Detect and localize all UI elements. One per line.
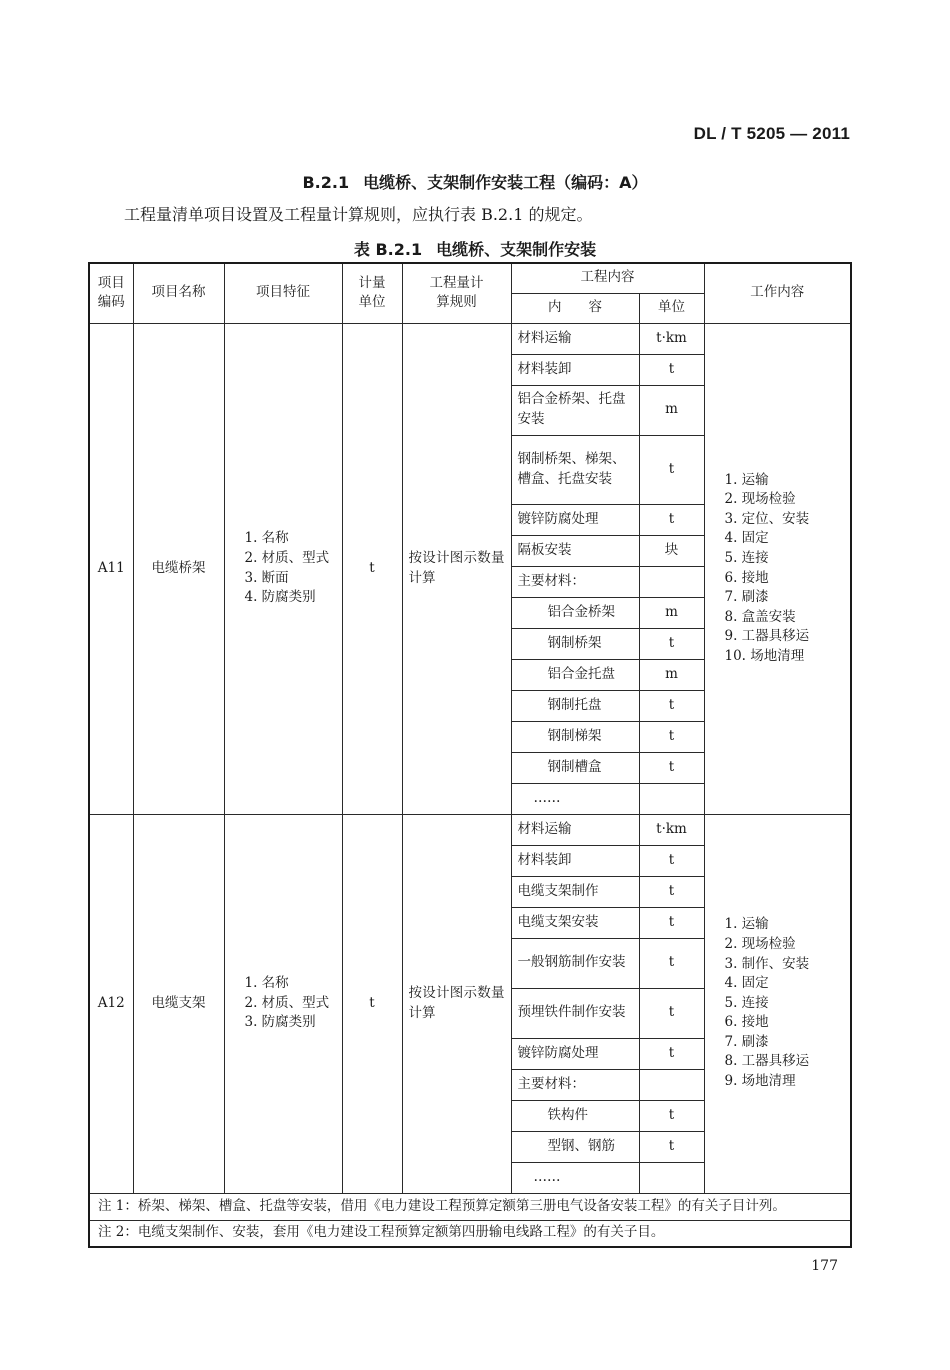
header-unit: 计量单位: [342, 263, 402, 323]
work-line: 4. 固定: [724, 975, 769, 992]
work-line: 7. 刷漆: [724, 589, 769, 606]
section-title: [0, 170, 950, 193]
work-line: 1. 运输: [724, 916, 769, 933]
content-unit: t: [639, 876, 704, 907]
feature-line: 3. 断面: [244, 569, 289, 586]
feature-line: 1. 名称: [244, 530, 289, 547]
section-title-text: 电缆桥、支架制作安装工程（编码：A）: [363, 173, 648, 192]
content-unit: m: [639, 385, 704, 435]
content-unit: t: [639, 354, 704, 385]
table-row: [89, 1193, 851, 1220]
item-work: [704, 814, 851, 1193]
content-unit: t: [639, 988, 704, 1038]
item-rule: 按设计图示数量计算: [402, 814, 511, 1193]
content-unit: t: [639, 628, 704, 659]
content-item: 预埋铁件制作安装: [511, 988, 639, 1038]
item-features: [224, 814, 342, 1193]
table-title-text: 电缆桥、支架制作安装: [436, 240, 597, 259]
item-features: [224, 323, 342, 814]
work-line: 3. 制作、安装: [724, 955, 810, 972]
work-line: 1. 运输: [724, 471, 769, 488]
table-number: 表 B.2.1: [353, 240, 423, 259]
content-item: 铝合金桥架、托盘安装: [511, 385, 639, 435]
content-item: 镀锌防腐处理: [511, 1038, 639, 1069]
work-line: 3. 定位、安装: [724, 510, 810, 527]
content-item: 一般钢筋制作安装: [511, 938, 639, 988]
table-title: [0, 237, 950, 260]
feature-line: 1. 名称: [244, 975, 289, 992]
content-unit: m: [639, 659, 704, 690]
content-item: 钢制桥架: [511, 628, 639, 659]
header-content-item: 内 容: [511, 293, 639, 323]
content-unit: t·km: [639, 323, 704, 354]
item-code: A12: [89, 814, 133, 1193]
work-line: 5. 连接: [724, 994, 769, 1011]
content-unit: t: [639, 845, 704, 876]
item-unit: t: [342, 323, 402, 814]
content-item: 隔板安装: [511, 535, 639, 566]
item-name: 电缆支架: [133, 814, 224, 1193]
content-unit: t: [639, 690, 704, 721]
content-unit: m: [639, 597, 704, 628]
feature-line: 2. 材质、型式: [244, 994, 330, 1011]
feature-line: 4. 防腐类别: [244, 589, 316, 606]
page-number: 177: [811, 1258, 838, 1274]
content-item: 铝合金桥架: [511, 597, 639, 628]
work-line: 6. 接地: [724, 1014, 769, 1031]
content-unit: 块: [639, 535, 704, 566]
content-unit: t: [639, 1131, 704, 1162]
content-item: 材料运输: [511, 323, 639, 354]
content-unit: t·km: [639, 814, 704, 845]
content-item: 材料运输: [511, 814, 639, 845]
content-item: ……: [511, 1162, 639, 1193]
content-item: 铁构件: [511, 1100, 639, 1131]
content-item: 主要材料：: [511, 1069, 639, 1100]
standard-code: DL / T 5205 — 2011: [693, 124, 850, 143]
intro-paragraph: 工程量清单项目设置及工程量计算规则，应执行表 B.2.1 的规定。: [124, 205, 593, 224]
work-line: 9. 场地清理: [724, 1072, 796, 1089]
quantity-rules-table: [88, 262, 852, 1248]
content-unit: t: [639, 1038, 704, 1069]
content-item: 钢制梯架: [511, 721, 639, 752]
header-rule: 工程量计算规则: [402, 263, 511, 323]
work-line: 8. 盒盖安装: [724, 608, 796, 625]
work-line: 6. 接地: [724, 569, 769, 586]
header-code: 项目编码: [89, 263, 133, 323]
content-item: ……: [511, 783, 639, 814]
content-item: 材料装卸: [511, 354, 639, 385]
table-row: [89, 1220, 851, 1247]
content-item: 材料装卸: [511, 845, 639, 876]
content-unit: t: [639, 1100, 704, 1131]
item-rule: 按设计图示数量计算: [402, 323, 511, 814]
content-unit: t: [639, 435, 704, 504]
content-unit: t: [639, 752, 704, 783]
content-item: 钢制桥架、梯架、槽盒、托盘安装: [511, 435, 639, 504]
content-unit: [639, 783, 704, 814]
table-note-2: 注 2：电缆支架制作、安装，套用《电力建设工程预算定额第四册输电线路工程》的有关子目。: [89, 1220, 851, 1247]
content-unit: [639, 1162, 704, 1193]
work-line: 5. 连接: [724, 549, 769, 566]
item-unit: t: [342, 814, 402, 1193]
item-name: 电缆桥架: [133, 323, 224, 814]
content-unit: t: [639, 504, 704, 535]
content-item: 钢制槽盒: [511, 752, 639, 783]
content-item: 镀锌防腐处理: [511, 504, 639, 535]
header-content-group: 工程内容: [511, 263, 704, 293]
item-code: A11: [89, 323, 133, 814]
table-note-1: 注 1：桥架、梯架、槽盒、托盘等安装，借用《电力建设工程预算定额第三册电气设备安装工程》的有关子目计列。: [89, 1193, 851, 1220]
table-row: [89, 323, 851, 354]
header-work: 工作内容: [704, 263, 851, 323]
header-features: 项目特征: [224, 263, 342, 323]
content-unit: t: [639, 938, 704, 988]
work-line: 7. 刷漆: [724, 1033, 769, 1050]
content-unit: t: [639, 907, 704, 938]
header-name: 项目名称: [133, 263, 224, 323]
content-item: 铝合金托盘: [511, 659, 639, 690]
content-item: 钢制托盘: [511, 690, 639, 721]
item-work: [704, 323, 851, 814]
feature-line: 2. 材质、型式: [244, 549, 330, 566]
work-line: 8. 工器具移运: [724, 1053, 810, 1070]
work-line: 9. 工器具移运: [724, 628, 810, 645]
work-line: 10. 场地清理: [724, 647, 805, 664]
content-unit: t: [639, 721, 704, 752]
work-line: 4. 固定: [724, 530, 769, 547]
feature-line: 3. 防腐类别: [244, 1014, 316, 1031]
table-row: [89, 814, 851, 845]
content-item: 主要材料：: [511, 566, 639, 597]
content-item: 电缆支架制作: [511, 876, 639, 907]
work-line: 2. 现场检验: [724, 936, 796, 953]
work-line: 2. 现场检验: [724, 491, 796, 508]
content-item: 型钢、钢筋: [511, 1131, 639, 1162]
content-unit: [639, 566, 704, 597]
content-unit: [639, 1069, 704, 1100]
header-content-unit: 单位: [639, 293, 704, 323]
content-item: 电缆支架安装: [511, 907, 639, 938]
section-number: B.2.1: [302, 173, 350, 192]
